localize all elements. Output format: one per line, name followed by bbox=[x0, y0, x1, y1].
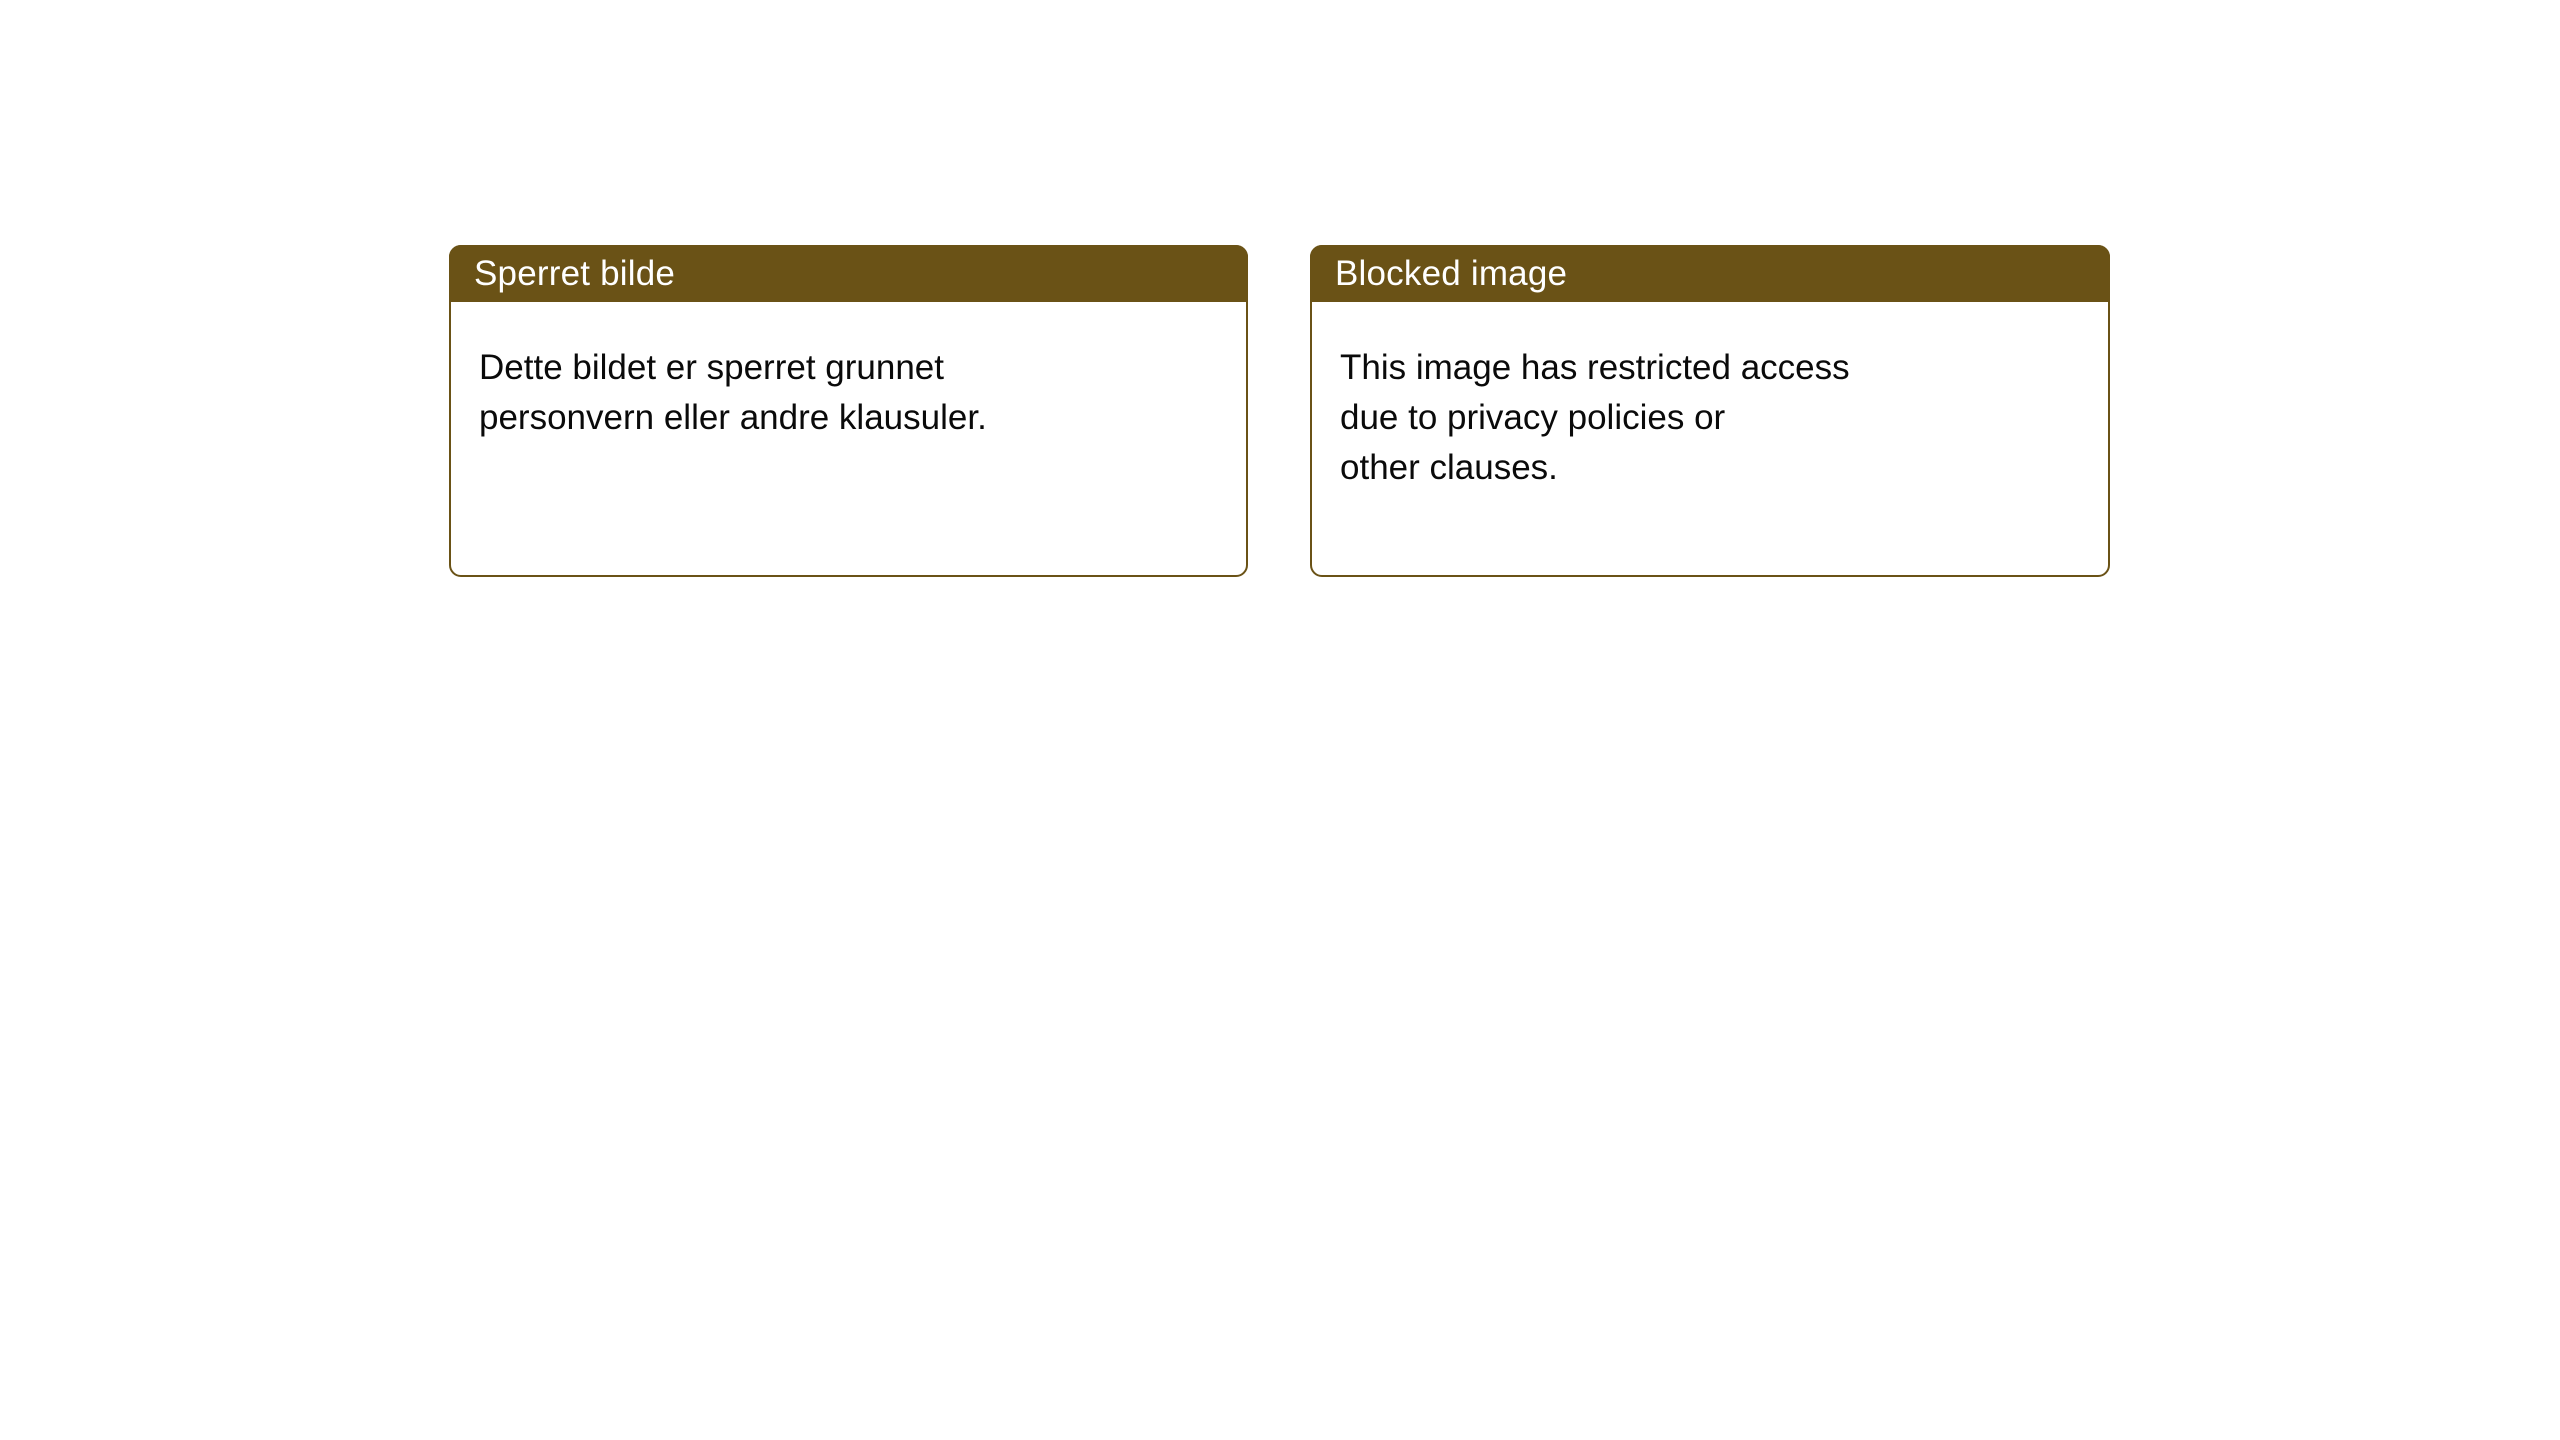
body-line: personvern eller andre klausuler. bbox=[479, 398, 987, 437]
card-title: Sperret bilde bbox=[474, 253, 676, 293]
card-header bbox=[1310, 245, 2110, 302]
body-line: other clauses. bbox=[1340, 448, 1558, 487]
card-title: Blocked image bbox=[1335, 253, 1568, 293]
body-line: due to privacy policies or bbox=[1340, 398, 1726, 437]
card-body-text bbox=[451, 302, 1246, 443]
card-body-text bbox=[1312, 302, 2108, 493]
card-header bbox=[449, 245, 1248, 302]
body-line: Dette bildet er sperret grunnet bbox=[479, 348, 944, 387]
body-line: This image has restricted access bbox=[1340, 348, 1850, 387]
blocked-image-card-norwegian bbox=[449, 245, 1248, 577]
blocked-image-card-english bbox=[1310, 245, 2110, 577]
